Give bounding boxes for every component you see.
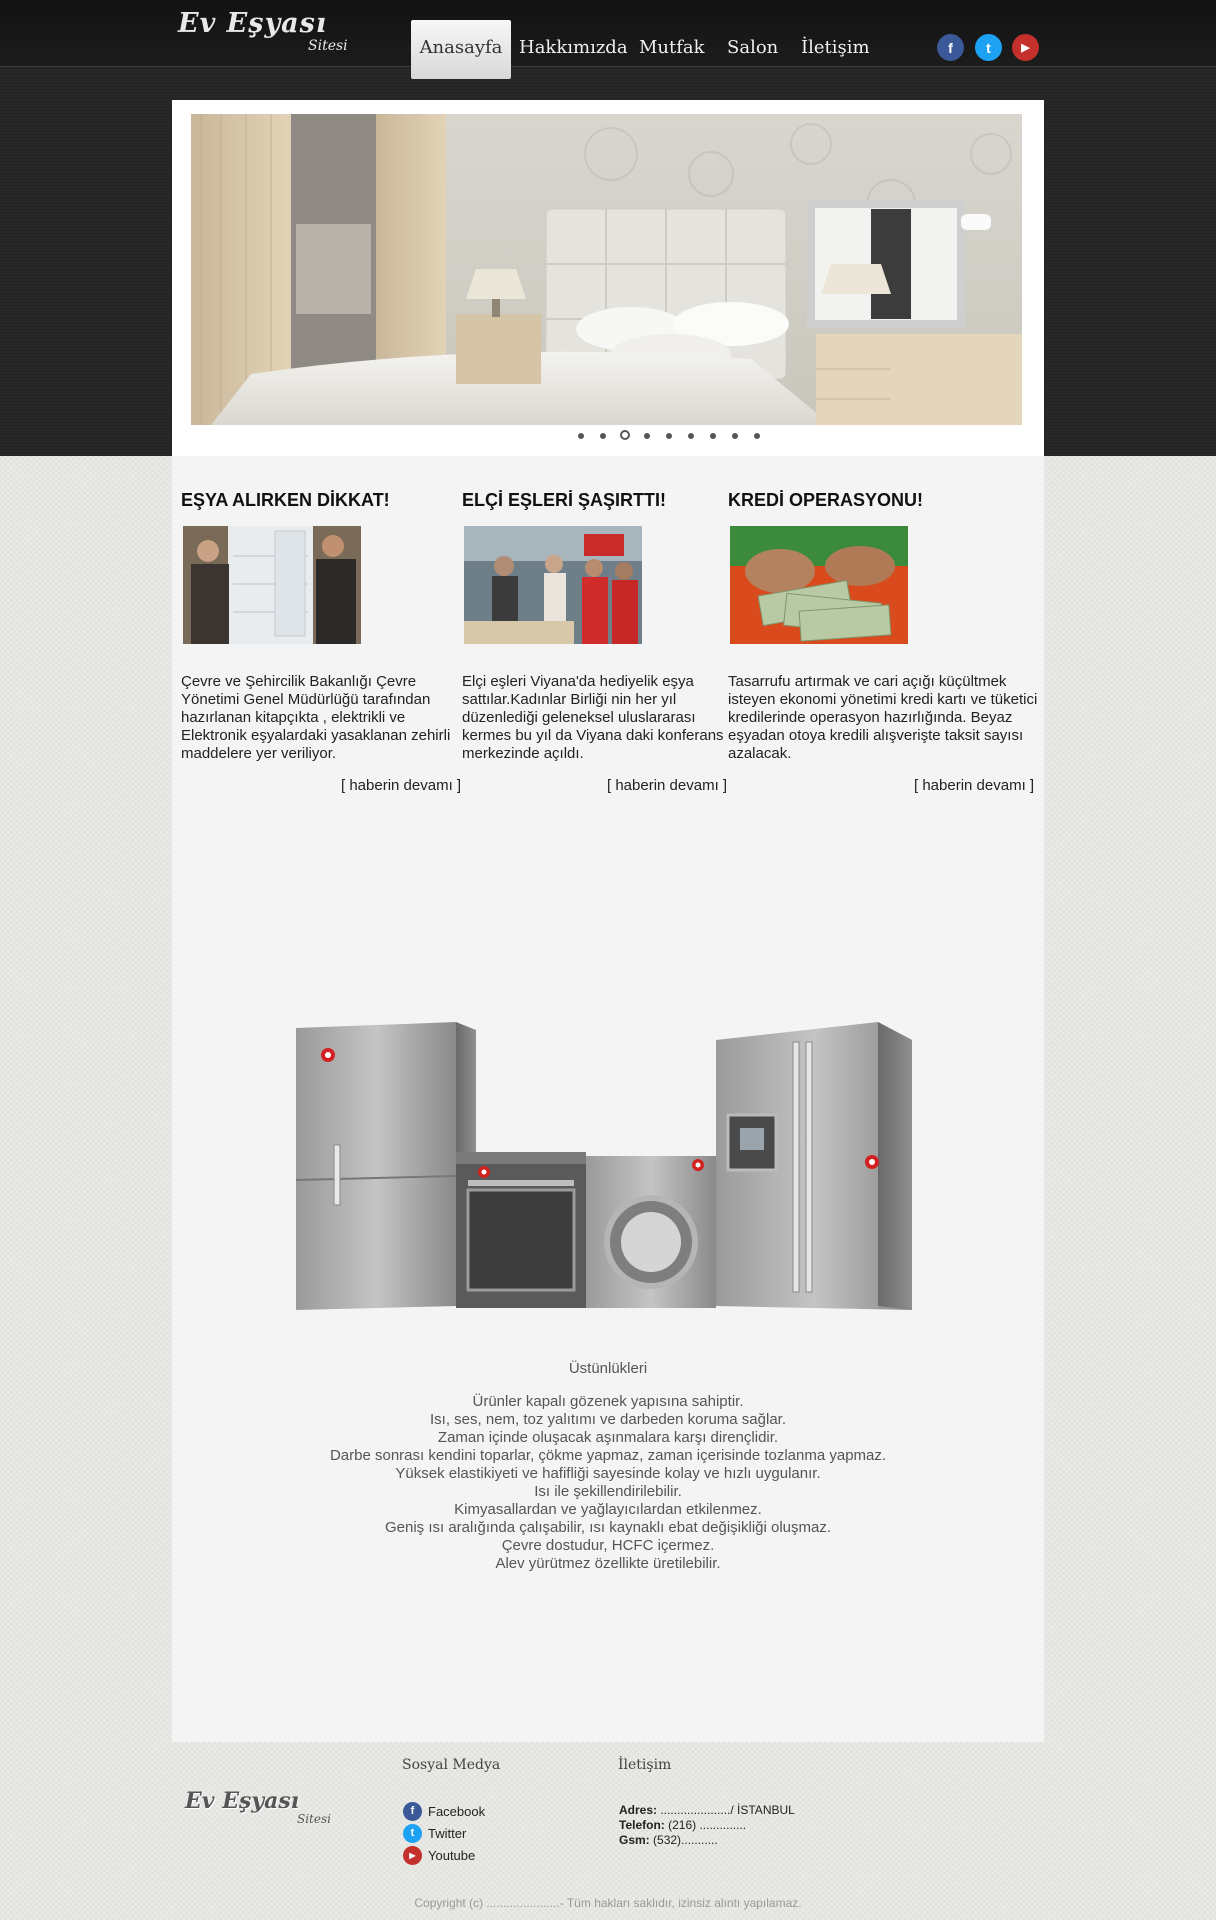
youtube-icon: ▶ — [1012, 34, 1039, 61]
logo-title: Ev Eşyası — [178, 8, 328, 39]
footer-logo-title: Ev Eşyası — [185, 1788, 300, 1814]
contact-phone — [619, 1818, 795, 1833]
feature-line: Isı, ses, nem, toz yalıtımı ve darbeden koruma sağlar. — [430, 1411, 786, 1428]
slider-dot[interactable] — [600, 433, 606, 439]
feature-line: Çevre dostudur, HCFC içermez. — [501, 1537, 715, 1554]
feature-line: Alev yürütmez özellikte üretilebilir. — [495, 1555, 721, 1572]
news-title: EŞYA ALIRKEN DİKKAT! — [181, 490, 390, 510]
nav-item-salon[interactable]: Salon — [727, 37, 779, 58]
footer-facebook-link[interactable] — [403, 1801, 485, 1821]
slider-dot-active[interactable] — [620, 430, 630, 440]
nav-item-hakkimizda[interactable]: Hakkımızda — [519, 37, 628, 58]
gsm-value: (532)........... — [649, 1833, 718, 1847]
gsm-label: Gsm: — [619, 1833, 650, 1847]
slider-dot[interactable] — [754, 433, 760, 439]
features-section — [172, 1360, 1044, 1573]
feature-line: Geniş ısı aralığında çalışabilir, ısı kaynaklı ebat değişikliği oluşmaz. — [384, 1519, 832, 1536]
youtube-icon: ▶ — [403, 1846, 422, 1865]
news-excerpt: Tasarrufu artırmak ve cari açığı küçültmek isteyen ekonomi yönetimi kredi kartı ve tüketici kredilerinde operasyon hazırlığında. Beyaz eşyadan otoya kredili alışverişte taksit sayısı azalacak. — [728, 673, 1038, 762]
phone-label: Telefon: — [619, 1818, 665, 1832]
footer-twitter-label: Twitter — [428, 1825, 467, 1841]
footer-contact-heading: İletişim — [618, 1757, 672, 1773]
feature-line: Kimyasallardan ve yağlayıcılardan etkilenmez. — [454, 1501, 762, 1518]
read-more-link[interactable]: [ haberin devamı ] — [341, 777, 462, 794]
slider-dot[interactable] — [732, 433, 738, 439]
address-label: Adres: — [619, 1803, 658, 1817]
news-title: KREDİ OPERASYONU! — [728, 490, 924, 510]
slider-dot[interactable] — [644, 433, 650, 439]
read-more-link[interactable]: [ haberin devamı ] — [914, 777, 1035, 794]
appliances-image — [288, 1010, 928, 1320]
header-twitter-link[interactable] — [975, 34, 1002, 61]
news-item-2 — [462, 490, 730, 762]
slider-dot[interactable] — [688, 433, 694, 439]
charity-bazaar-photo — [464, 526, 642, 644]
address-value: ...................../ İSTANBUL — [657, 1803, 795, 1817]
copyright-text: Copyright (c) ......................- Tüm hakları saklıdır, izinsiz alıntı yapılamaz. — [414, 1896, 802, 1910]
footer-social-heading: Sosyal Medya — [402, 1757, 501, 1773]
nav-item-anasayfa[interactable]: Anasayfa — [411, 20, 511, 79]
feature-line: Zaman içinde oluşacak aşınmalara karşı dirençlidir. — [437, 1429, 779, 1446]
footer-facebook-label: Facebook — [428, 1803, 486, 1819]
site-logo[interactable] — [178, 8, 368, 58]
phone-value: (216) .............. — [664, 1818, 747, 1832]
footer-logo[interactable] — [185, 1788, 355, 1836]
twitter-icon: t — [403, 1824, 422, 1843]
news-item-3 — [728, 490, 1040, 762]
news-thumbnail[interactable] — [464, 526, 642, 644]
fridge-shoppers-photo — [183, 526, 361, 644]
twitter-icon: t — [975, 34, 1002, 61]
slider-dot[interactable] — [710, 433, 716, 439]
news-title: ELÇİ EŞLERİ ŞAŞIRTTI! — [462, 490, 667, 510]
slider-dot[interactable] — [666, 433, 672, 439]
news-excerpt: Elçi eşleri Viyana'da hediyelik eşya sattılar.Kadınlar Birliği nin her yıl düzenlediği geleneksel uluslararası kermes bu yıl da Viyana daki konferans merkezinde açıldı. — [462, 673, 724, 762]
news-thumbnail[interactable] — [730, 526, 908, 644]
nav-item-mutfak[interactable]: Mutfak — [639, 37, 705, 58]
features-title: Üstünlükleri — [568, 1360, 648, 1377]
facebook-icon: f — [937, 34, 964, 61]
top-navbar — [0, 0, 1216, 67]
footer-youtube-link[interactable] — [403, 1845, 475, 1865]
feature-line: Yüksek elastikiyeti ve hafifliği sayesinde kolay ve hızlı uygulanır. — [395, 1465, 821, 1482]
feature-line: Ürünler kapalı gözenek yapısına sahiptir. — [472, 1393, 744, 1410]
facebook-icon: f — [403, 1802, 422, 1821]
feature-line: Isı ile şekillendirilebilir. — [534, 1483, 682, 1500]
footer-twitter-link[interactable] — [403, 1823, 466, 1843]
footer-youtube-label: Youtube — [428, 1847, 476, 1863]
contact-address — [619, 1803, 795, 1818]
read-more-link[interactable]: [ haberin devamı ] — [607, 777, 728, 794]
feature-line: Darbe sonrası kendini toparlar, çökme yapmaz, zaman içerisinde tozlanma yapmaz. — [329, 1447, 887, 1464]
slider-dot[interactable] — [578, 433, 584, 439]
contact-gsm — [619, 1833, 795, 1848]
header-facebook-link[interactable] — [937, 34, 964, 61]
news-excerpt: Çevre ve Şehircilik Bakanlığı Çevre Yönetimi Genel Müdürlüğü tarafından hazırlanan kitapçıkta , elektrikli ve Elektronik eşyalardaki yasaklanan zehirli maddelere yer veriliyor. — [181, 673, 451, 762]
logo-subtitle: Sitesi — [308, 38, 348, 54]
footer-logo-subtitle: Sitesi — [297, 1812, 331, 1826]
money-photo — [730, 526, 908, 644]
nav-item-iletisim[interactable]: İletişim — [801, 37, 870, 58]
news-item-1 — [181, 490, 456, 762]
white-goods-illustration — [288, 1010, 928, 1320]
slider-image-bedroom[interactable] — [191, 114, 1022, 425]
news-thumbnail[interactable] — [183, 526, 361, 644]
bedroom-illustration — [191, 114, 1022, 425]
footer-contact-info — [619, 1803, 795, 1848]
header-youtube-link[interactable] — [1012, 34, 1039, 61]
